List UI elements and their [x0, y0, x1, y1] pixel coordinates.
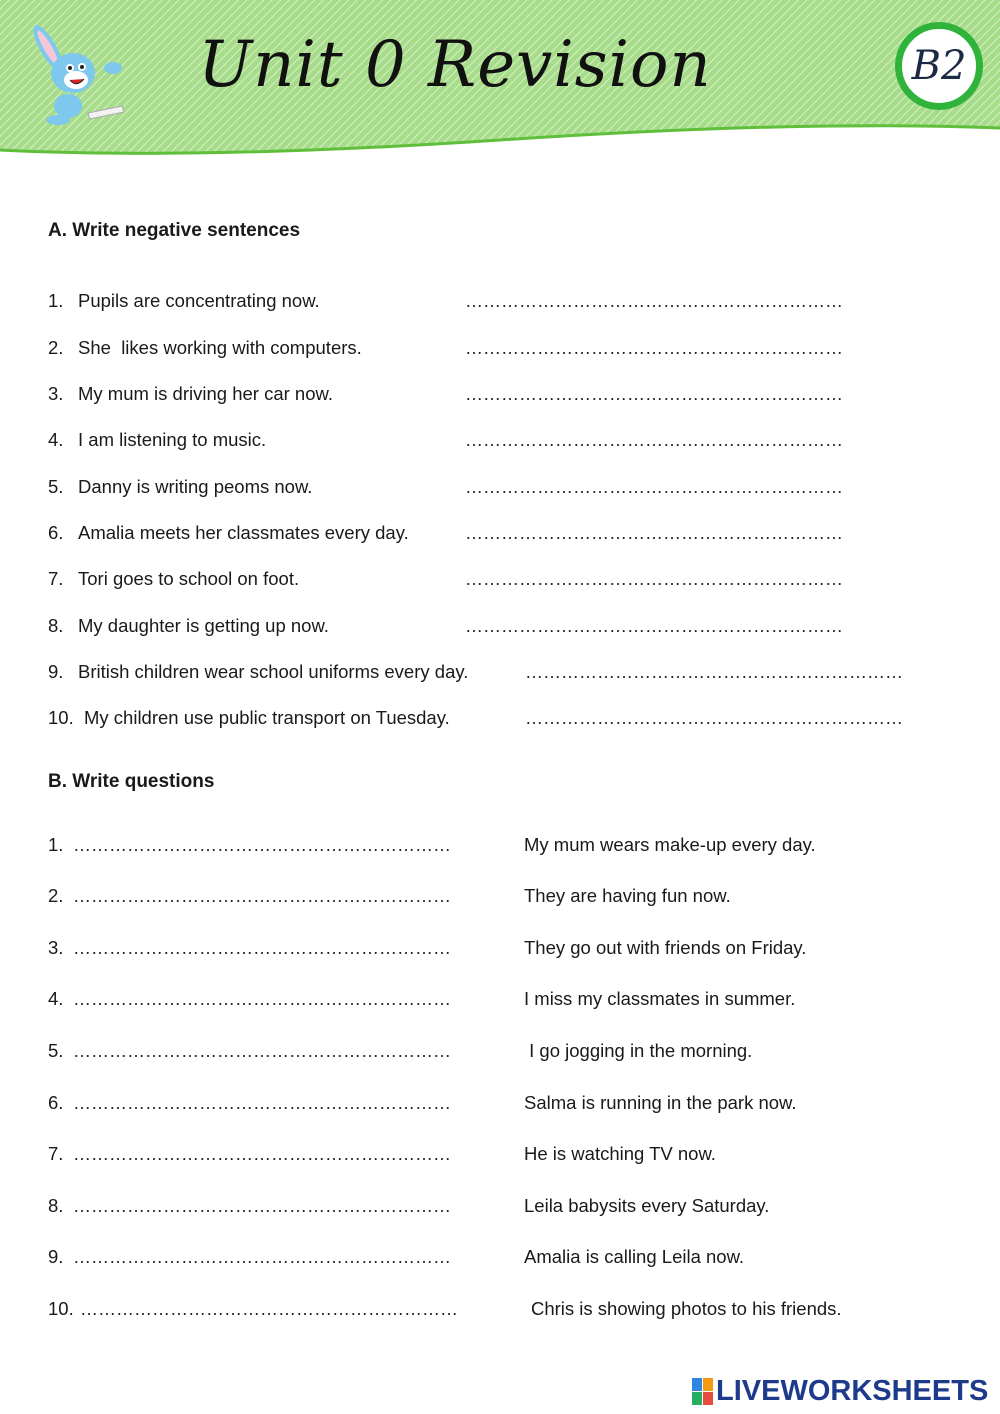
section-a-item: 10. My children use public transport on Tuesday.	[48, 707, 450, 728]
answer-blank[interactable]: ………………………………………………………	[465, 384, 843, 404]
section-b-item: 6.	[48, 1092, 64, 1113]
answer-blank[interactable]: ………………………………………………………	[465, 291, 843, 311]
section-b-answer: Salma is running in the park now.	[524, 1092, 797, 1113]
section-a-item: 2. She likes working with computers.	[48, 337, 362, 358]
section-b-item: 10.	[48, 1298, 74, 1319]
answer-blank[interactable]: ………………………………………………………	[525, 708, 903, 728]
section-b-answer: I go jogging in the morning.	[524, 1040, 753, 1061]
level-badge: B2	[895, 22, 983, 110]
answer-blank[interactable]: ………………………………………………………	[73, 1093, 451, 1113]
answer-blank[interactable]: ………………………………………………………	[525, 662, 903, 682]
section-a-item: 4. I am listening to music.	[48, 429, 267, 450]
answer-blank[interactable]: ………………………………………………………	[465, 616, 843, 636]
section-b-answer: They go out with friends on Friday.	[524, 937, 807, 958]
section-a-item: 9. British children wear school uniforms every day.	[48, 661, 469, 682]
liveworksheets-logo	[692, 1374, 988, 1408]
section-a-item: 6. Amalia meets her classmates every day.	[48, 522, 409, 543]
section-b-title: B. Write questions	[48, 771, 215, 792]
section-b-answer: They are having fun now.	[524, 885, 731, 906]
section-a-item: 7. Tori goes to school on foot.	[48, 568, 300, 589]
answer-blank[interactable]: ………………………………………………………	[73, 886, 451, 906]
section-b-item: 4.	[48, 988, 64, 1009]
section-a-title: A. Write negative sentences	[48, 220, 301, 241]
section-b-answer: Amalia is calling Leila now.	[524, 1246, 745, 1267]
section-b-answer: Chris is showing photos to his friends.	[531, 1298, 842, 1319]
section-b-answer: Leila babysits every Saturday.	[524, 1195, 770, 1216]
answer-blank[interactable]: ………………………………………………………	[465, 430, 843, 450]
section-b-item: 1.	[48, 834, 64, 855]
answer-blank[interactable]: ………………………………………………………	[465, 569, 843, 589]
logo-blocks-icon	[692, 1378, 712, 1404]
section-a-item: 1. Pupils are concentrating now.	[48, 290, 320, 311]
answer-blank[interactable]: ………………………………………………………	[73, 1144, 451, 1164]
section-b-item: 2.	[48, 885, 64, 906]
section-b-answer: My mum wears make-up every day.	[524, 834, 816, 855]
answer-blank[interactable]: ………………………………………………………	[73, 938, 451, 958]
answer-blank[interactable]: ………………………………………………………	[465, 523, 843, 543]
section-b-item: 5.	[48, 1040, 64, 1061]
logo-text: LIVEWORKSHEETS	[716, 1374, 989, 1407]
section-a-item: 5. Danny is writing peoms now.	[48, 476, 313, 497]
answer-blank[interactable]: ………………………………………………………	[73, 1041, 451, 1061]
answer-blank[interactable]: ………………………………………………………	[73, 835, 451, 855]
section-b-item: 3.	[48, 937, 64, 958]
section-b-item: 8.	[48, 1195, 64, 1216]
answer-blank[interactable]: ………………………………………………………	[73, 1196, 451, 1216]
section-b-answer: I miss my classmates in summer.	[524, 988, 796, 1009]
page-title: Unit 0 Revision	[198, 28, 712, 102]
section-a-item: 3. My mum is driving her car now.	[48, 383, 333, 404]
section-b-answer: He is watching TV now.	[524, 1143, 716, 1164]
answer-blank[interactable]: ………………………………………………………	[73, 1247, 451, 1267]
answer-blank[interactable]: ………………………………………………………	[80, 1299, 458, 1319]
answer-blank[interactable]: ………………………………………………………	[73, 989, 451, 1009]
answer-blank[interactable]: ………………………………………………………	[465, 338, 843, 358]
section-b-item: 9.	[48, 1246, 64, 1267]
answer-blank[interactable]: ………………………………………………………	[465, 477, 843, 497]
section-b-item: 7.	[48, 1143, 64, 1164]
section-a-item: 8. My daughter is getting up now.	[48, 615, 329, 636]
